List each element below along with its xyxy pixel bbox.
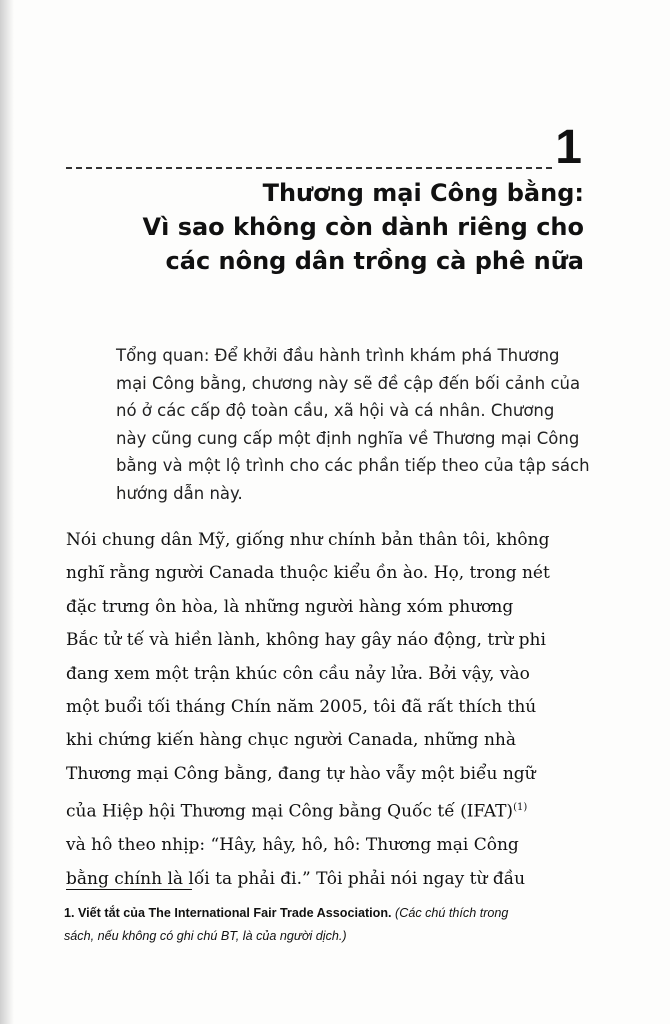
footnote-italic-line: sách, nếu không có ghi chú BT, là của người dịch.) xyxy=(64,929,347,943)
body-line-with-footnote xyxy=(66,791,586,829)
body-line: Nói chung dân Mỹ, giống như chính bản thân tôi, không xyxy=(66,530,550,550)
footnote-italic-text: (Các chú thích trong xyxy=(395,906,509,920)
page-spine-shadow xyxy=(0,0,14,1024)
body-line: và hô theo nhịp: “Hây, hây, hô, hô: Thương mại Công xyxy=(66,835,519,856)
body-line-text: của Hiệp hội Thương mại Công bằng Quốc tế (IFAT) xyxy=(66,801,514,822)
overview-line: mại Công bằng, chương này sẽ đề cập đến bối cảnh của xyxy=(116,373,581,393)
footnote-text: 1. Viết tắt của The International Fair Trade Association. xyxy=(64,906,392,920)
body-line: một buổi tối tháng Chín năm 2005, tôi đã rất thích thú xyxy=(66,697,537,718)
overview-line: bằng và một lộ trình cho các phần tiếp theo của tập sách xyxy=(116,456,590,475)
footnote-marker: (1) xyxy=(513,802,528,814)
body-paragraph xyxy=(66,524,586,896)
chapter-dashed-rule xyxy=(66,167,552,169)
overview-line: này cũng cung cấp một định nghĩa về Thương mại Công xyxy=(116,428,580,448)
body-line: đặc trưng ôn hòa, là những người hàng xóm phương xyxy=(66,596,514,617)
chapter-title-line: Thương mại Công bằng: xyxy=(262,179,584,207)
overview-line: nó ở các cấp độ toàn cầu, xã hội và cá nhân. Chương xyxy=(116,401,555,420)
overview-line: hướng dẫn này. xyxy=(116,483,243,503)
chapter-number: 1 xyxy=(555,121,582,174)
body-line: nghĩ rằng người Canada thuộc kiểu ồn ào. Họ, trong nét xyxy=(66,563,550,584)
body-line: Bắc tử tế và hiền lành, không hay gây náo động, trừ phi xyxy=(66,630,546,651)
footnote-line xyxy=(64,902,594,925)
footnote-rule xyxy=(66,889,192,890)
chapter-title xyxy=(64,176,584,278)
overview-line: Tổng quan: Để khởi đầu hành trình khám phá Thương xyxy=(116,346,560,365)
chapter-title-line: Vì sao không còn dành riêng cho xyxy=(142,213,584,241)
footnote xyxy=(64,902,594,948)
body-line: khi chứng kiến hàng chục người Canada, những nhà xyxy=(66,730,516,751)
body-line: Thương mại Công bằng, đang tự hào vẫy một biểu ngữ xyxy=(66,763,536,784)
chapter-title-line: các nông dân trồng cà phê nữa xyxy=(165,247,584,275)
body-line: đang xem một trận khúc côn cầu nảy lửa. Bởi vậy, vào xyxy=(66,663,530,684)
body-line: bằng chính là lối ta phải đi.” Tôi phải nói ngay từ đầu xyxy=(66,868,526,889)
chapter-overview xyxy=(116,342,596,507)
